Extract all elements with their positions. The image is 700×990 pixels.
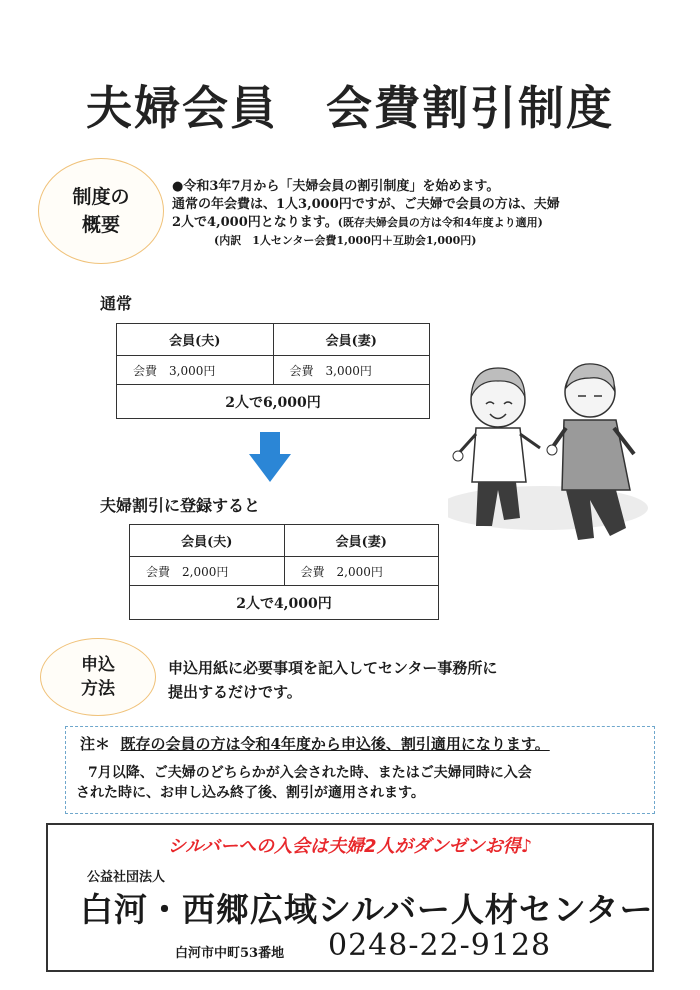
overview-line3a: 2人で4,000円となります。 xyxy=(172,215,338,230)
overview-line4: (内訳 1人センター会費1,000円＋互助会1,000円) xyxy=(214,234,477,247)
org-name: 白河・西郷広域シルバー人材センター xyxy=(80,890,654,929)
address: 白河市中町53番地 xyxy=(175,946,285,961)
couple-walking-illustration xyxy=(448,350,658,550)
note-line2: 7月以降、ご夫婦のどちらかが入会された時、またはご夫婦同時に入会 xyxy=(88,765,532,781)
normal-heading: 通常 xyxy=(100,294,133,313)
overview-line1: ●令和3年7月から「夫婦会員の割引制度」を始めます。 xyxy=(172,179,500,194)
discount-heading: 夫婦割引に登録すると xyxy=(100,496,261,515)
normal-fee-husband: 会費 3,000円 xyxy=(117,356,274,385)
note-line3: された時に、お申し込み終了後、割引が適用されます。 xyxy=(76,785,425,801)
normal-header-husband: 会員(夫) xyxy=(117,324,274,356)
overview-label-line1: 制度の xyxy=(72,186,130,208)
apply-line2: 提出するだけです。 xyxy=(168,683,302,701)
normal-total: 2人で6,000円 xyxy=(117,385,430,419)
normal-header-wife: 会員(妻) xyxy=(273,324,430,356)
overview-label xyxy=(38,158,164,264)
discount-header-wife: 会員(妻) xyxy=(284,525,439,557)
footer-slogan: シルバーへの入会は夫婦2人がダンゼンお得♪ xyxy=(167,836,533,857)
note-body xyxy=(76,763,646,803)
apply-line1: 申込用紙に必要事項を記入してセンター事務所に xyxy=(168,659,498,677)
note-line1-text: 既存の会員の方は令和4年度から申込後、割引適用になります。 xyxy=(120,735,550,753)
apply-label xyxy=(40,638,156,716)
discount-fee-husband: 会費 2,000円 xyxy=(130,557,285,586)
overview-line3 xyxy=(172,214,560,232)
discount-total: 2人で4,000円 xyxy=(130,586,439,620)
overview-line2: 通常の年会費は、1人3,000円ですが、ご夫婦で会員の方は、夫婦 xyxy=(172,197,560,212)
discount-header-husband: 会員(夫) xyxy=(130,525,285,557)
apply-label-line2: 方法 xyxy=(81,679,115,699)
page-title: 夫婦会員 会費割引制度 xyxy=(86,81,614,135)
overview-line3b: (既存夫婦会員の方は令和4年度より適用) xyxy=(337,216,543,229)
overview-label-line2: 概要 xyxy=(81,214,120,236)
apply-label-line1: 申込 xyxy=(81,655,115,675)
corp-type: 公益社団法人 xyxy=(87,870,166,885)
overview-text xyxy=(172,178,560,250)
apply-text xyxy=(168,656,497,704)
down-arrow-icon xyxy=(248,432,292,484)
discount-fee-table xyxy=(129,524,439,620)
discount-fee-wife: 会費 2,000円 xyxy=(284,557,439,586)
normal-fee-wife: 会費 3,000円 xyxy=(273,356,430,385)
note-line1 xyxy=(80,733,550,754)
note-prefix: 注＊ xyxy=(80,735,111,753)
phone-number: 0248-22-9128 xyxy=(328,928,552,963)
normal-fee-table xyxy=(116,323,430,419)
